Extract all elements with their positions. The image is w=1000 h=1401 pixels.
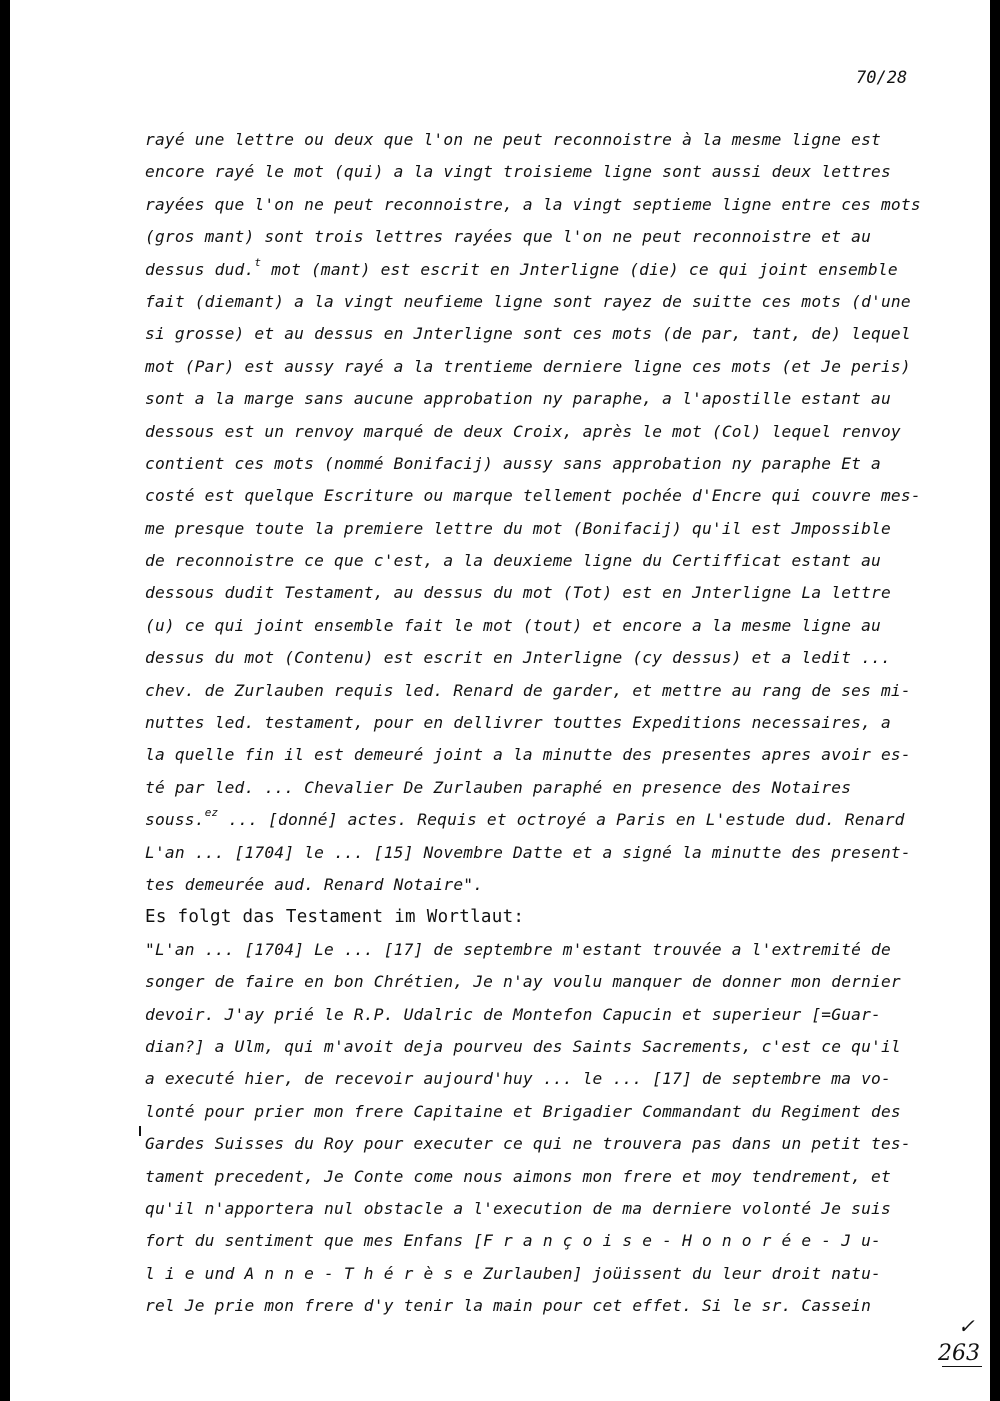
text-line: fait (diemant) a la vingt neufieme ligne sont rayez de suitte ces mots (d'une <box>145 291 911 311</box>
text-line: L'an ... [1704] le ... [15] Novembre Datte et a signé la minutte des present- <box>145 842 911 862</box>
text-line-prefix: dessus dud. <box>145 259 255 279</box>
superscript: ez <box>204 806 219 820</box>
text-line: té par led. ... Chevalier De Zurlauben paraphé en presence des Notaires <box>145 777 852 797</box>
handwritten-underline <box>942 1366 982 1367</box>
text-line: dessous dudit Testament, au dessus du mot (Tot) est en Jnterligne La lettre <box>145 583 891 603</box>
handwritten-checkmark: ✓ <box>958 1314 975 1338</box>
text-line: me presque toute la premiere lettre du mot (Bonifacij) qu'il est Jmpossible <box>145 518 891 538</box>
text-line: contient ces mots (nommé Bonifacij) aussy sans approbation ny paraphe Et a <box>145 453 881 473</box>
text-line: nuttes led. testament, pour en dellivrer touttes Expeditions necessaires, a <box>145 713 891 733</box>
text-line-rest: ... [donné] actes. Requis et octroyé a Paris en L'estude dud. Renard <box>228 810 905 830</box>
scan-border-right <box>990 0 1000 1401</box>
text-line: a executé hier, de recevoir aujourd'huy ... le ... [17] de septembre ma vo- <box>145 1069 891 1089</box>
text-line: costé est quelque Escriture ou marque tellement pochée d'Encre qui couvre mes- <box>145 486 921 506</box>
text-line: mot (Par) est aussy rayé a la trentieme derniere ligne ces mots (et Je peris) <box>145 356 911 376</box>
text-line: dian?] a Ulm, qui m'avoit deja pourveu des Saints Sacrements, c'est ce qu'il <box>145 1036 901 1056</box>
page-number: 70/28 <box>856 68 908 88</box>
text-line: dessous est un renvoy marqué de deux Croix, après le mot (Col) lequel renvoy <box>145 421 901 441</box>
text-line: chev. de Zurlauben requis led. Renard de garder, et mettre au rang de ses mi- <box>145 680 911 700</box>
text-line: sont a la marge sans aucune approbation ny paraphe, a l'apostille estant au <box>145 389 891 409</box>
text-line: la quelle fin il est demeuré joint a la minutte des presentes apres avoir es- <box>145 745 911 765</box>
text-line-content: Gardes Suisses du Roy pour executer ce qui ne trouvera pas dans un petit tes- <box>145 1134 911 1154</box>
text-line-prefix: souss. <box>145 810 205 830</box>
text-line: encore rayé le mot (qui) a la vingt troisieme ligne sont aussi deux lettres <box>145 162 891 182</box>
margin-tick <box>139 1126 141 1136</box>
text-line: devoir. J'ay prié le R.P. Udalric de Montefon Capucin et superieur [=Guar- <box>145 1004 881 1024</box>
text-line: lonté pour prier mon frere Capitaine et Brigadier Commandant du Regiment des <box>145 1101 901 1121</box>
text-line: (gros mant) sont trois lettres rayées que l'on ne peut reconnoistre et au <box>145 227 872 247</box>
document-body <box>145 124 925 1322</box>
text-line <box>145 254 925 286</box>
text-line-rest: mot (mant) est escrit en Jnterligne (die) ce qui joint ensemble <box>271 259 898 279</box>
text-line: rel Je prie mon frere d'y tenir la main pour cet effet. Si le sr. Cassein <box>145 1296 872 1316</box>
text-line: (u) ce qui joint ensemble fait le mot (tout) et encore a la mesme ligne au <box>145 615 881 635</box>
text-line <box>145 1128 925 1160</box>
text-line: si grosse) et au dessus en Jnterligne sont ces mots (de par, tant, de) lequel <box>145 324 911 344</box>
text-line: rayées que l'on ne peut reconnoistre, a la vingt septieme ligne entre ces mots <box>145 194 921 214</box>
text-line: tes demeurée aud. Renard Notaire". <box>145 874 484 894</box>
text-line: rayé une lettre ou deux que l'on ne peut reconnoistre à la mesme ligne est <box>145 130 881 149</box>
text-line: tament precedent, Je Conte come nous aimons mon frere et moy tendrement, et <box>145 1166 891 1186</box>
text-line: de reconnoistre ce que c'est, a la deuxieme ligne du Certifficat estant au <box>145 551 881 571</box>
text-line: fort du sentiment que mes Enfans [F r a n ç o i s e - H o n o r é e - J u- <box>145 1231 881 1251</box>
text-line <box>145 804 925 836</box>
text-line: songer de faire en bon Chrétien, Je n'ay voulu manquer de donner mon dernier <box>145 972 901 992</box>
text-line: dessus du mot (Contenu) est escrit en Jnterligne (cy dessus) et a ledit ... <box>145 648 891 668</box>
text-line: "L'an ... [1704] Le ... [17] de septembre m'estant trouvée a l'extremité de <box>145 939 891 959</box>
section-heading: Es folgt das Testament im Wortlaut: <box>145 907 525 928</box>
text-line: l i e und A n n e - T h é r è s e Zurlauben] joüissent du leur droit natu- <box>145 1263 881 1283</box>
text-line: qu'il n'apportera nul obstacle a l'execution de ma derniere volonté Je suis <box>145 1198 891 1218</box>
scan-border-left <box>0 0 10 1401</box>
superscript: t <box>254 255 262 269</box>
handwritten-folio-number: 263 <box>938 1341 980 1366</box>
